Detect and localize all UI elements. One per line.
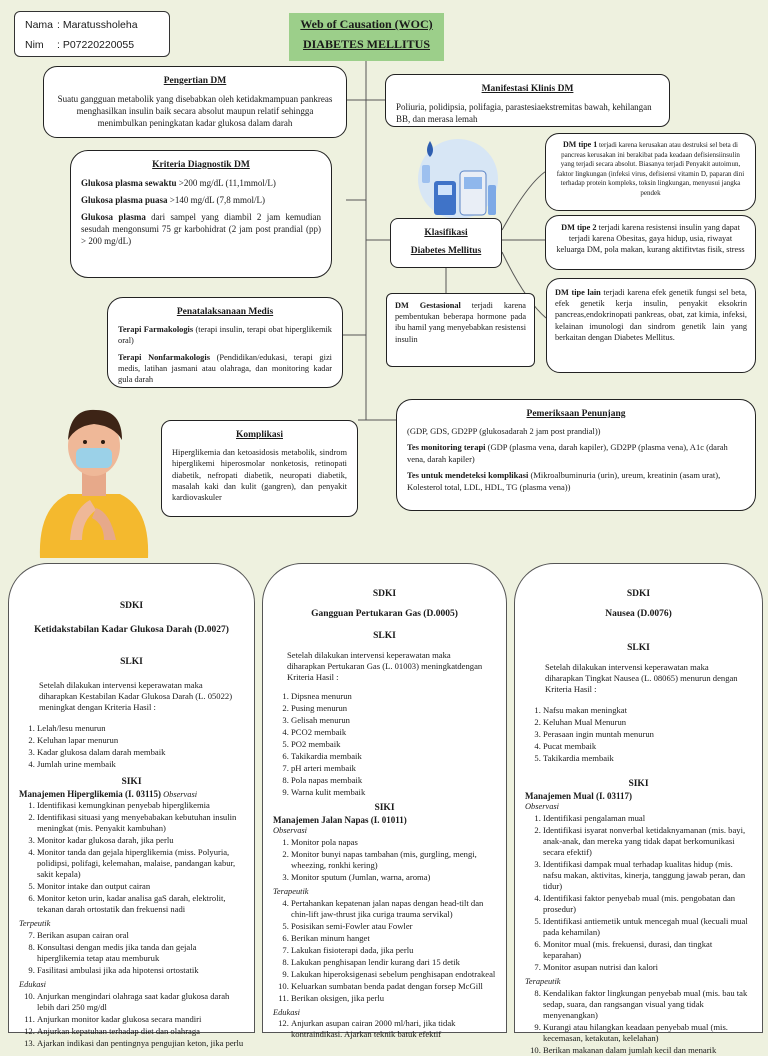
list-item: 6. Takikardia membaik <box>291 751 496 762</box>
kriteria-box <box>70 150 332 278</box>
student-info-box <box>14 11 170 57</box>
card3-terapeutik-list <box>525 988 752 1056</box>
puasa-value: >140 mg/dL (7,8 mmol/L) <box>167 194 266 205</box>
farmakologis-label: Terapi Farmakologis <box>118 324 194 334</box>
list-item: 10. Keluarkan sumbatan benda padat dengan forsep McGill <box>291 981 496 992</box>
pengertian-box <box>43 66 347 138</box>
klasifikasi-title: Klasifikasi <box>424 228 468 238</box>
list-item: 7. Lakukan fisioterapi dada, jika perlu <box>291 945 496 956</box>
list-item: 6. Monitor keton urin, kadar analisa gaS darah, elektrolit, tekanan darah ortostatik dan frekuensi nadi <box>37 893 244 915</box>
dm-tipe1-box <box>545 133 756 211</box>
list-item: 4. Identifikasi faktor penyebab mual (mis. pengobatan dan prosedur) <box>543 893 752 915</box>
list-item: 1. Identifikasi pengalaman mual <box>543 813 752 824</box>
dm-tipe-lain-box <box>546 278 756 373</box>
list-item: 8. Pola napas membaik <box>291 775 496 786</box>
card2-observasi-list <box>273 837 496 883</box>
list-item: 1. Nafsu makan meningkat <box>543 705 752 716</box>
puasa-label: Glukosa plasma puasa <box>81 194 168 205</box>
card2-slki-label: SLKI <box>373 631 396 642</box>
pengertian-title: Pengertian DM <box>163 76 227 86</box>
list-item: 1. Dipsnea menurun <box>291 691 496 702</box>
dm-gestasional-label: DM Gestasional <box>395 301 461 310</box>
list-item: 2. Monitor bunyi napas tambahan (mis, gurgling, mengi, wheezing, ronkhi kering) <box>291 849 496 871</box>
card3-criteria-list <box>525 705 752 764</box>
list-item: 7. pH arteri membaik <box>291 763 496 774</box>
card2-edukasi-label: Edukasi <box>273 1007 300 1017</box>
card1-edukasi-list <box>19 991 244 1049</box>
list-item: 2. Pusing menurun <box>291 703 496 714</box>
card2-siki-label: SIKI <box>374 803 395 814</box>
disease-title: DIABETES MELLITUS <box>302 36 431 51</box>
card1-terapeutik-list <box>19 930 244 976</box>
list-item: 10. Anjurkan mengindari olahraga saat kadar glukosa darah lebih dari 250 mg/dl <box>37 991 244 1013</box>
dm-gestasional-box <box>386 293 535 367</box>
pemeriksaan-title: Pemeriksaan Penunjang <box>526 409 626 419</box>
list-item: 12. Anjurkan kepatuhan terhadap diet dan olahraga <box>37 1026 244 1037</box>
list-item: 1. Lelah/lesu menurun <box>37 723 244 734</box>
list-item: 8. Konsultasi dengan medis jika tanda dan gejala hiperglikemia tetap atau memburuk <box>37 942 244 964</box>
list-item: 4. Pertahankan kepatenan jalan napas dengan head-tilt dan chin-lift jaw-thrust jika curiga trauma servikal) <box>291 898 496 920</box>
list-item: 3. Gelisah menurun <box>291 715 496 726</box>
list-item: 6. Berikan minum hanget <box>291 933 496 944</box>
list-item: 3. Perasaan ingin muntah menurun <box>543 729 752 740</box>
list-item: 2. Identifikasi isyarat nonverbal ketidaknyamanan (mis. bayi, anak-anak, dan mereka yang tidak dapat berkomunikasi secara efektif) <box>543 825 752 858</box>
list-item: 8. Lakukan penghisapan lendir kurang dari 15 detik <box>291 957 496 968</box>
list-item: 4. Pucat membaik <box>543 741 752 752</box>
dm-tipe2-label: DM tipe 2 <box>561 223 597 232</box>
card3-sdki-label: SDKI <box>626 589 651 599</box>
card2-terapeutik-label: Terapeutik <box>273 886 309 896</box>
list-item: 3. Identifikasi dampak mual terhadap kualitas hidup (mis. nafsu makan, aktivitas, kinerja, tanggung jawab peran, dan tidur) <box>543 859 752 892</box>
penatalaksanaan-box <box>107 297 343 388</box>
card1-sdki-label: SDKI <box>119 601 144 611</box>
farmakologis-text: (terapi insulin, terapi obat hiperglikemik oral) <box>118 324 332 346</box>
kriteria-title: Kriteria Diagnostik DM <box>152 160 250 170</box>
klasifikasi-box <box>390 218 502 268</box>
dm-tipe-lain-label: DM tipe lain <box>555 288 601 297</box>
list-item: 4. PCO2 membaik <box>291 727 496 738</box>
card3-observasi-label: Observasi <box>525 802 559 812</box>
monitoring-text: (GDP (plasma vena, darah kapiler), GD2PP (plasma vena), A1c (darah vena, darah kapiler) <box>407 442 728 464</box>
person-with-mask-illustration <box>30 400 158 558</box>
card3-terapeutik-label: Terapeutik <box>525 976 561 986</box>
plasma-value: dari sampel yang diambil 2 jam kemudian sesudah mengonsumi 75 gr karbohidrat (2 jam post prandial (pp) > 200 mg/dL) <box>81 212 321 247</box>
manifestasi-title: Manifestasi Klinis DM <box>481 84 574 94</box>
list-item: 4. Monitor tanda dan gejala hiperglikemia (miss. Polyuria, polidipsi, polifagi, kelemahan, malaise, pandangan kabur, sakit kepala) <box>37 847 244 880</box>
glucose-meter-illustration <box>408 135 508 223</box>
penatalaksanaan-title: Penatalaksanaan Medis <box>176 307 274 317</box>
list-item: 5. Posisikan semi-Fowler atau Fowler <box>291 921 496 932</box>
list-item: 5. Identifikasi antiemetik untuk mencegah mual (kecuali mual pada kehamilan) <box>543 916 752 938</box>
pemeriksaan-box <box>396 399 756 511</box>
card3-observasi-list <box>525 813 752 973</box>
list-item: 7. Berikan asupan cairan oral <box>37 930 244 941</box>
card2-terapeutik-list <box>273 898 496 1004</box>
list-item: 7. Monitor asupan nutrisi dan kalori <box>543 962 752 973</box>
card-nausea <box>514 563 763 1055</box>
list-item: 10. Berikan makanan dalam jumlah kecil dan menarik <box>543 1045 752 1056</box>
list-item: 6. Monitor mual (mis. frekuensi, durasi, dan tingkat keparahan) <box>543 939 752 961</box>
card2-criteria-list <box>273 691 496 798</box>
list-item: 11. Anjurkan monitor kadar glukosa secara mandiri <box>37 1014 244 1025</box>
list-item: 11. Berikan oksigen, jika perlu <box>291 993 496 1004</box>
dm-gestasional-text: terjadi karena pembentukan beberapa hormone pada ibu hamil yang menyebabkan resistensi insulin <box>395 301 526 344</box>
plasma-label: Glukosa plasma <box>81 212 146 223</box>
list-item: 3. Kadar glukosa dalam darah membaik <box>37 747 244 758</box>
sewaktu-value: >200 mg/dL (11,1mmol/L) <box>176 177 276 188</box>
pengertian-text: Suatu gangguan metabolik yang disebabkan oleh ketidakmampuan pankreas menghasilkan insulin baik secara absolut maupun relatif sehingga menimbulkan peningkatan kadar glukosa dalam darah <box>57 93 333 129</box>
list-item: 9. Kurangi atau hilangkan keadaan penyebab mual (mis. kecemasan, ketakutan, kelelahan) <box>543 1022 752 1044</box>
list-item: 9. Warna kulit membaik <box>291 787 496 798</box>
dm-tipe-lain-text: terjadi karena efek genetik fungsi sel beta, efek genetik kerja insulin, penyakit eksokrin pancreas,endokrinopati pankreas, obat, zat kimia, infeksi, kelainan imunologi dan sindrom genetik lain yang berkaitan dengan Diabetes Mellitus. <box>555 288 747 342</box>
card1-siki-label: SIKI <box>121 777 142 788</box>
list-item: 9. Lakukan hiperoksigenasi sebelum penghisapan endotrakeal <box>291 969 496 980</box>
card3-slki-intro: Setelah dilakukan intervensi keperawatan maka diharapkan Tingkat Nausea (L. 08065) menurun dengan Kriteria Hasil : <box>545 662 738 695</box>
list-item: 5. PO2 membaik <box>291 739 496 750</box>
list-item: 8. Kendalikan faktor lingkungan penyebab mual (mis. bau tak sedap, suara, dan rangsangan visual yang tidak menyenangkan) <box>543 988 752 1021</box>
title-banner <box>289 13 444 61</box>
list-item: 2. Keluhan lapar menurun <box>37 735 244 746</box>
card1-edukasi-label: Edukasi <box>19 980 46 990</box>
dm-tipe2-text: terjadi karena resistensi insulin yang dapat terjadi karena Obesitas, gaya hidup, usia, riwayat keluarga DM, pola makan, kurang aktifitvtas fisik, stress <box>556 223 745 255</box>
card-pertukaran-gas <box>262 563 507 1040</box>
card2-observasi-label: Observasi <box>273 826 307 836</box>
list-item: 4. Jumlah urine membaik <box>37 759 244 770</box>
name-value: : Maratussholeha <box>57 19 138 31</box>
komplikasi-title: Komplikasi <box>236 430 283 440</box>
card1-observasi-label: Observasi <box>160 789 198 799</box>
klasifikasi-subtitle: Diabetes Mellitus <box>410 246 482 257</box>
komplikasi-text: Hiperglikemia dan ketoasidosis metabolik, sindrom hiperglikemi hiperosmolar nonketosis, retinopati diabetik, nefropati diabetik, neuropati diabetik, masalah kaki dan kulit (gangren), dan penyakit kardiovaskuler <box>172 447 347 503</box>
card1-terapeutik-label: Terpeutik <box>19 919 51 929</box>
name-label: Nama <box>25 19 54 31</box>
card2-manajemen: Manajemen Jalan Napas (I. 01011) <box>273 814 407 825</box>
list-item: 3. Monitor kadar glukosa darah, jika perlu <box>37 835 244 846</box>
card3-manajemen: Manajemen Mual (I. 03117) <box>525 790 632 801</box>
card3-siki-label: SIKI <box>628 779 649 790</box>
card-glukosa <box>8 563 255 1048</box>
card2-sdki-label: SDKI <box>372 589 397 599</box>
card2-edukasi-list <box>273 1018 496 1040</box>
list-item: 9. Fasilitasi ambulasi jika ada hipotensi ortostatik <box>37 965 244 976</box>
woc-title: Web of Causation (WOC) <box>300 17 433 31</box>
list-item: 2. Identifikasi situasi yang menyebabakan kebutuhan insulin meningkat (mis. Penyakit kambuhan) <box>37 812 244 834</box>
dm-tipe2-box <box>545 215 756 270</box>
list-item: 3. Monitor sputum (Jumlan, warna, aroma) <box>291 872 496 883</box>
nim-value: : P07220220055 <box>57 38 135 51</box>
list-item: 13. Ajarkan indikasi dan pentingnya pengujian keton, jika perlu <box>37 1038 244 1049</box>
card1-observasi-list <box>19 800 244 915</box>
list-item: 2. Keluhan Mual Menurun <box>543 717 752 728</box>
nonfarmakologis-text: (Pendidikan/edukasi, terapi gizi medis, latihan jasmani atau olahraga, dan monitoring kadar gula darah <box>118 352 332 385</box>
card1-manajemen: Manajemen Hiperglikemia (I. 03115) <box>19 788 161 799</box>
list-item: 12. Anjurkan asupan cairan 2000 ml/hari, jika tidak kontraindikasi. Ajarkan teknik batuk efektif <box>291 1018 496 1040</box>
monitoring-label: Tes monitoring terapi <box>407 442 486 453</box>
list-item: 1. Monitor pola napas <box>291 837 496 848</box>
manifestasi-text: Poliuria, polidipsia, polifagia, parastesiaekstremitas bawah, kehilangan BB, dan merasa lemah <box>396 101 652 124</box>
card1-slki-intro: Setelah dilakukan intervensi keperawatan maka diharapkan Kestabilan Kadar Glukosa Darah (L. 05022) meningkat dengan Kriteria Hasil : <box>39 680 233 713</box>
list-item: 5. Monitor intake dan output cairan <box>37 881 244 892</box>
list-item: 1. Identifikasi kemungkinan penyebab hiperglikemia <box>37 800 244 811</box>
deteksi-komplikasi-label: Tes untuk mendeteksi komplikasi <box>407 470 529 481</box>
sewaktu-label: Glukosa plasma sewaktu <box>81 177 177 188</box>
card3-slki-label: SLKI <box>627 643 650 654</box>
card1-criteria-list <box>19 723 244 770</box>
manifestasi-box <box>385 74 670 127</box>
dm-tipe1-text: terjadi karena kerusakan atau destruksi sel beta di pancreas kerusakan ini berakibat pada keadaan defisiensiinsulin yang terjadi secara absolut. Biasanya terjadi Penyakit autoimun, faktor lingkungan (infeksi virus, defisiensi vitamin D, paparan dini terhadap protein kompleks, toksin lingkungan, menyusui jangka pendek <box>556 141 745 197</box>
card2-slki-intro: Setelah dilakukan intervensi keperawatan maka diharapkan Pertukaran Gas (L. 01003) meningkatdengan Kriteria Hasil : <box>287 650 483 683</box>
komplikasi-box <box>161 420 358 517</box>
dm-tipe1-label: DM tipe 1 <box>563 140 598 149</box>
list-item: 5. Takikardia membaik <box>543 753 752 764</box>
nonfarmakologis-label: Terapi Nonfarmakologis <box>118 352 210 362</box>
card3-sdki-diagnosis: Nausea (D.0076) <box>605 609 672 620</box>
card1-slki-label: SLKI <box>120 657 143 668</box>
nim-label: Nim <box>25 38 44 51</box>
card2-sdki-diagnosis: Gangguan Pertukaran Gas (D.0005) <box>311 609 458 620</box>
deteksi-komplikasi-text: (Mikroalbuminuria (urin), ureum, kreatinin (asam urat), Kolesterol total, LDL, HDL, TG (plasma vena)) <box>407 470 721 492</box>
pemeriksaan-line1: (GDP, GDS, GD2PP (glukosadarah 2 jam post prandial)) <box>407 425 601 436</box>
card1-sdki-diagnosis: Ketidakstabilan Kadar Glukosa Darah (D.0027) <box>34 625 229 636</box>
